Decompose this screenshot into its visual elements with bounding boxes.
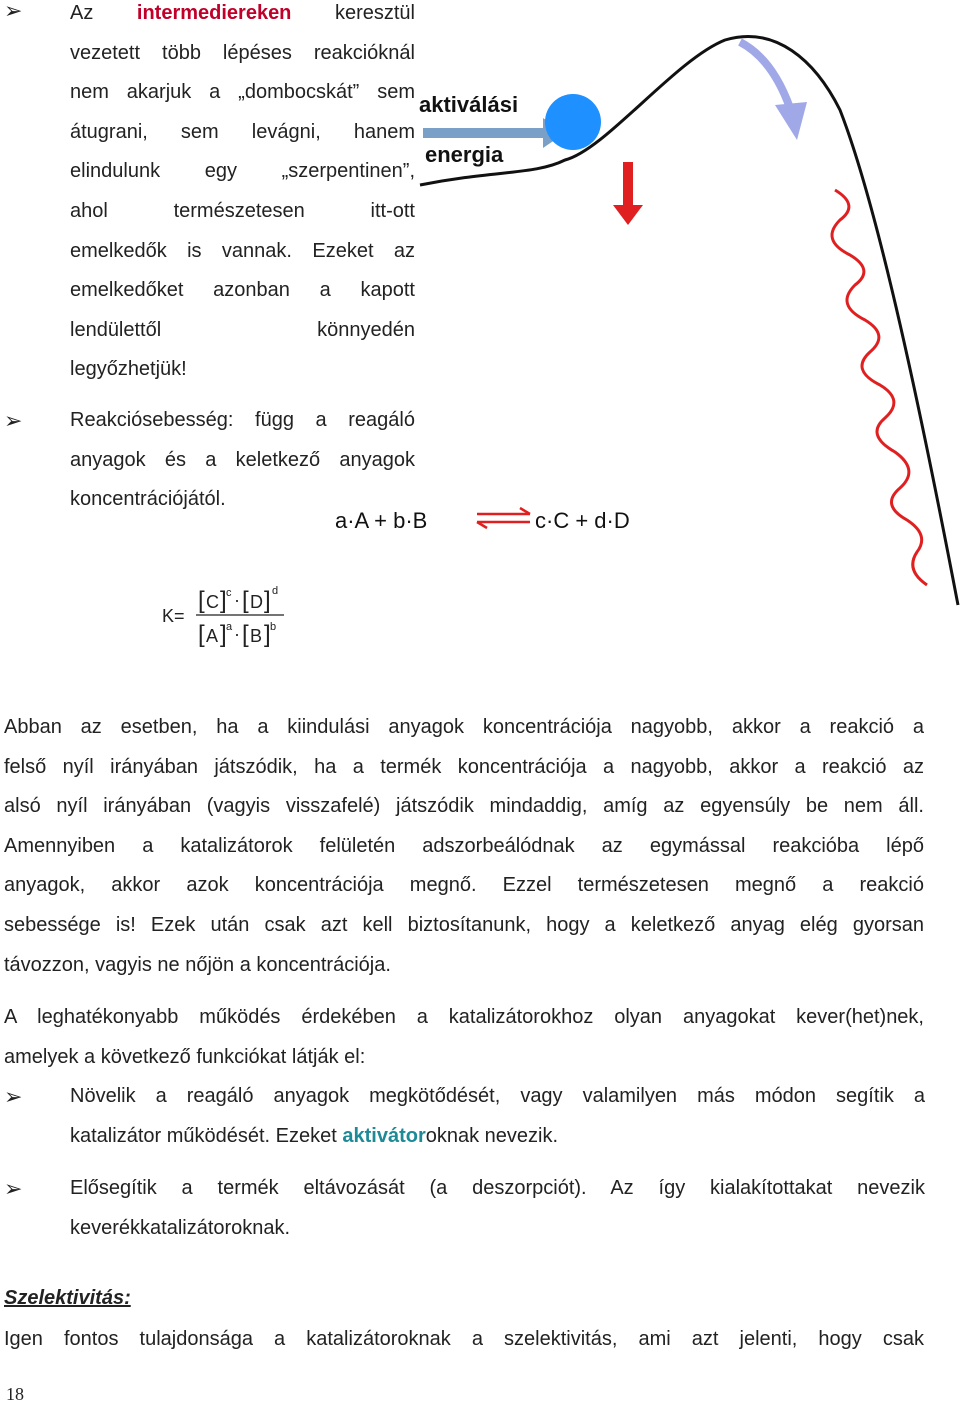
section-heading: Szelektivitás: — [4, 1287, 131, 1309]
diagram-label-line2: energia — [425, 142, 504, 167]
formula-svg — [160, 580, 300, 660]
text-line: ahol természetesen itt-ott — [70, 199, 415, 222]
text-line: Amennyiben a katalizátorok felületén adszorbeálódnak az egymással reakcióba lépő — [4, 834, 924, 857]
text-line: nem akarjuk a „dombocskát” sem — [70, 81, 415, 104]
formula-den-a: A — [206, 626, 219, 646]
text-line: emelkedőket azonban a kapott — [70, 279, 415, 302]
bullet-arrow-icon: ➢ — [4, 0, 23, 23]
text-line: Az intermediereken keresztül — [70, 2, 415, 24]
formula-num-d-exp: d — [272, 585, 279, 597]
text-line: anyagok és a keletkező anyagok — [70, 448, 415, 471]
text-line: koncentrációjától. — [70, 488, 226, 511]
formula-bracket: ] — [220, 587, 227, 614]
text-line: vezetett több lépéses reakcióknál — [70, 41, 415, 64]
formula-den-b: B — [250, 626, 263, 646]
equilibrium-arrows-icon — [477, 508, 530, 528]
energy-curve — [420, 36, 958, 605]
paragraph-1 — [4, 708, 924, 985]
red-down-arrow — [613, 162, 643, 225]
equation-right: c·C + d·D — [535, 508, 630, 533]
text-line: alsó nyíl irányában (vagyis visszafelé) játszódik mindaddig, amíg az egyensúly be nem áll. — [4, 795, 924, 818]
curved-arrow-icon — [740, 42, 790, 108]
text-line: átugrani, sem levágni, hanem — [70, 120, 415, 143]
paragraph-3 — [4, 1320, 924, 1360]
text-line: Igen fontos tulajdonsága a katalizátoroknak a szelektivitás, ami azt jelenti, hogy csak — [4, 1328, 924, 1350]
bullet-arrow-icon: ➢ — [4, 1176, 23, 1201]
page-number: 18 — [6, 1384, 24, 1404]
highlight-aktivator: aktivátor — [342, 1124, 426, 1147]
formula-den-a-exp: a — [226, 621, 233, 633]
bullet-arrow-icon: ➢ — [4, 1084, 23, 1109]
text-line: sebessége is! Ezek után csak azt kell biztosítanunk, hogy a keletkező anyag elég gyorsan — [4, 913, 924, 936]
bullet-4-text — [70, 1169, 925, 1248]
text-line: Reakciósebesség: függ a reagáló — [70, 409, 415, 431]
formula-bracket: ] — [220, 621, 227, 648]
bullet-2-text — [70, 401, 415, 520]
formula-dot: · — [234, 590, 240, 610]
activation-energy-diagram — [335, 0, 960, 610]
text-line: katalizátor működését. Ezeket aktivátoroknak nevezik. — [70, 1124, 559, 1147]
paragraph-2 — [4, 998, 924, 1077]
formula-num-d: D — [250, 592, 263, 612]
text-line: anyagok, akkor azok koncentrációja megnő. Ezzel természetesen megnő a reakció — [4, 874, 924, 897]
equation-left: a·A + b·B — [335, 508, 428, 533]
formula-num-c: C — [206, 592, 219, 612]
formula-bracket: [ — [242, 587, 249, 614]
text-line: elindulunk egy „szerpentinen”, — [70, 160, 415, 183]
highlight-intermediereken: intermediereken — [136, 2, 292, 24]
formula-bracket: [ — [242, 621, 249, 648]
formula-dot: · — [234, 624, 240, 644]
curved-arrow-head — [775, 102, 807, 140]
text-line: lendülettől könnyedén — [70, 318, 415, 341]
text-line: Elősegítik a termék eltávozását (a deszorpciót). Az így kialakítottakat nevezik — [70, 1177, 925, 1199]
formula-bracket: [ — [198, 621, 205, 648]
text-line: távozzon, vagyis ne nőjön a koncentrációja. — [4, 953, 391, 976]
text-line: keverékkatalizátoroknak. — [70, 1216, 291, 1239]
text-line: emelkedők is vannak. Ezeket az — [70, 239, 415, 262]
text-line: A leghatékonyabb működés érdekében a katalizátorokhoz olyan anyagokat kever(het)nek, — [4, 1006, 924, 1028]
formula-lhs: K= — [162, 606, 185, 626]
equilibrium-constant-formula — [160, 580, 300, 665]
formula-bracket: ] — [264, 621, 271, 648]
text-line: amelyek a következő funkciókat látják el: — [4, 1045, 366, 1068]
formula-bracket: [ — [198, 587, 205, 614]
text-line: legyőzhetjük! — [70, 358, 187, 381]
formula-den-b-exp: b — [270, 621, 277, 633]
ball-icon — [545, 94, 601, 150]
text-line: Növelik a reagáló anyagok megkötődését, vagy valamilyen más módon segítik a — [70, 1085, 925, 1107]
bullet-3-text — [70, 1077, 925, 1156]
formula-num-c-exp: c — [226, 587, 232, 599]
text-line: felső nyíl irányában játszódik, ha a termék koncentrációja a nagyobb, akkor a reakció az — [4, 755, 924, 778]
text-line: Abban az esetben, ha a kiindulási anyagok koncentrációja nagyobb, akkor a reakció a — [4, 716, 924, 738]
bullet-arrow-icon: ➢ — [4, 408, 23, 433]
diagram-label-line1: aktiválási — [419, 92, 519, 117]
bullet-1-text — [70, 0, 415, 390]
formula-bracket: ] — [264, 587, 271, 614]
